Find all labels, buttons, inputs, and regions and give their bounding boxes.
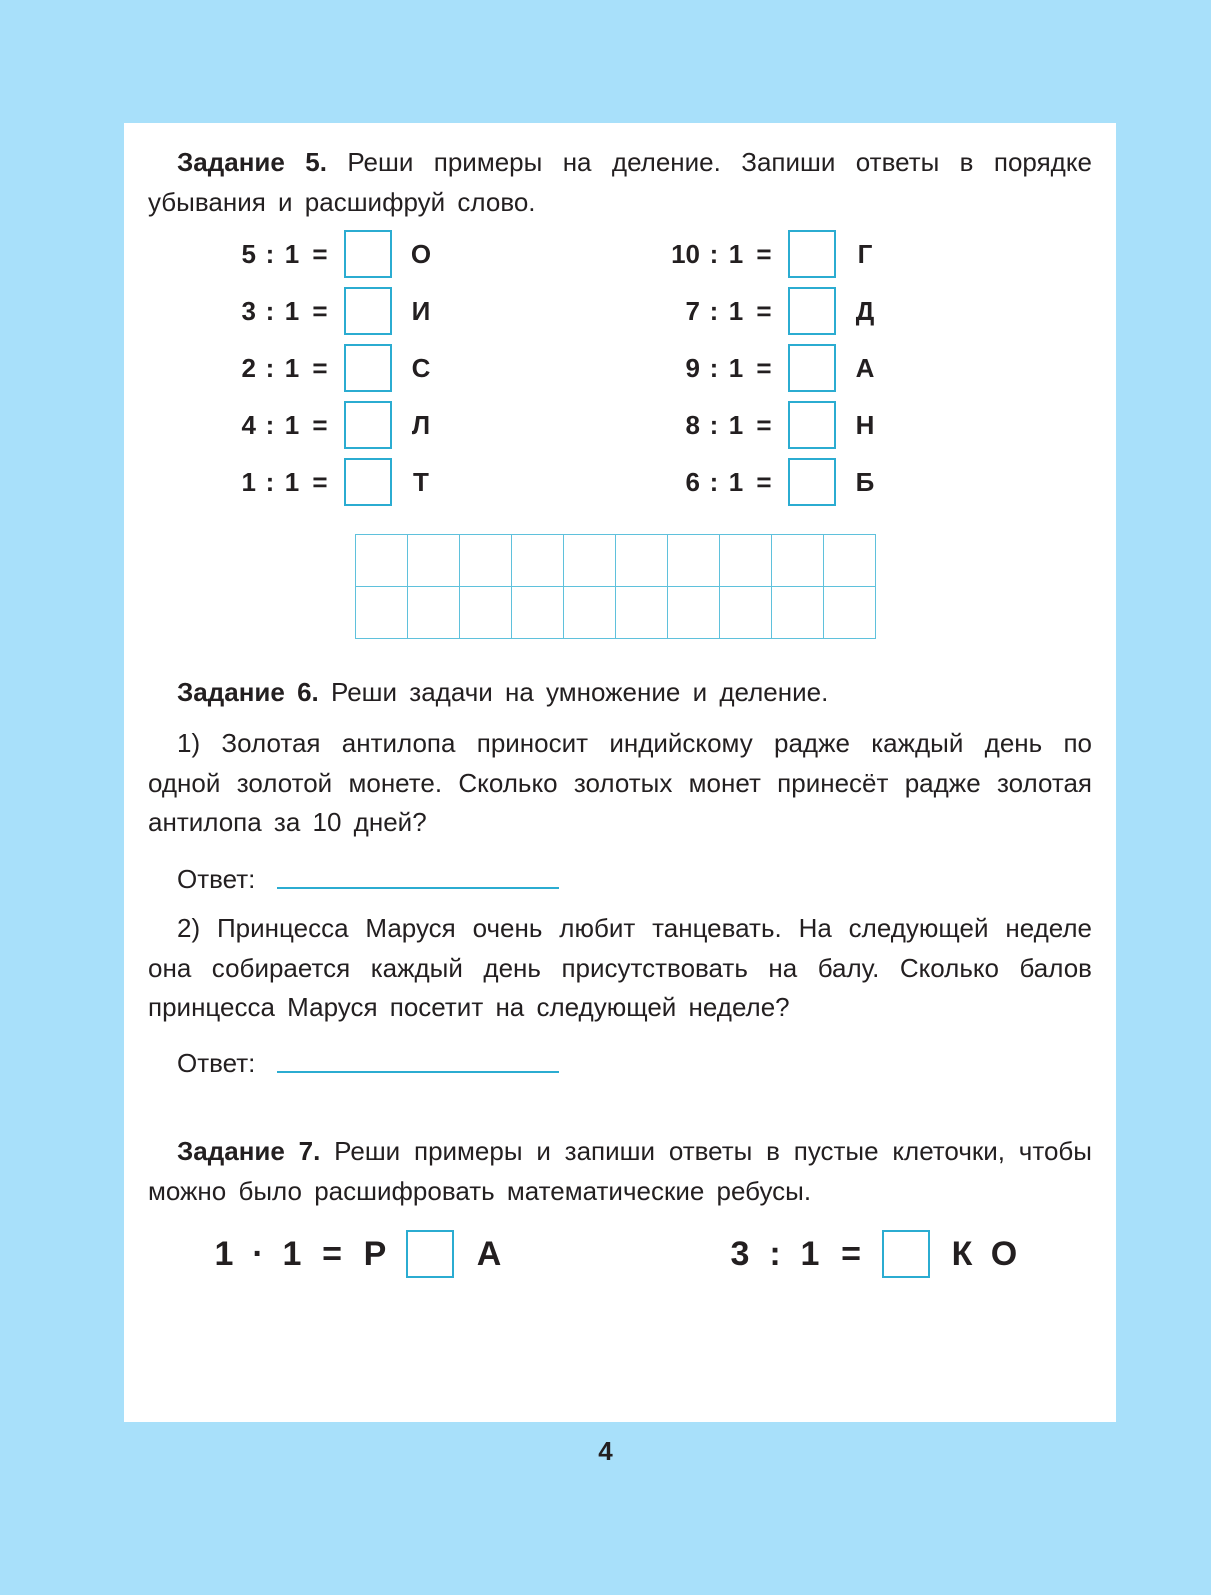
cipher-letter: С (411, 353, 431, 383)
equals-sign: = (312, 410, 328, 440)
task5-text: Задание 5. Реши примеры на деление. Запиши ответы в порядке убывания и расшифруй слово. (148, 147, 1092, 217)
cipher-letter: О (410, 239, 432, 269)
equals-sign: = (312, 296, 328, 326)
task5-answer-grid (355, 534, 876, 639)
equals-sign: = (312, 467, 328, 497)
cipher-letter: Н (855, 410, 875, 440)
grid-cell[interactable] (460, 587, 512, 639)
grid-cell[interactable] (512, 587, 564, 639)
rebus-1-b: 1 (282, 1235, 302, 1273)
dividend: 10 (671, 239, 700, 269)
cipher-letter: Б (855, 467, 875, 497)
answer-line-1[interactable] (277, 887, 559, 889)
dividend: 4 (241, 410, 256, 440)
divisor: 1 (728, 467, 744, 497)
answer-box[interactable] (344, 458, 392, 506)
grid-cell[interactable] (720, 587, 772, 639)
rebus-2-op: : (769, 1235, 781, 1273)
dividend: 7 (685, 296, 700, 326)
answer-box[interactable] (788, 230, 836, 278)
rebus-2-eq: = (841, 1235, 861, 1273)
cipher-letter: Т (413, 467, 429, 497)
rebus-1-answer-box[interactable] (406, 1230, 454, 1278)
grid-cell[interactable] (616, 535, 668, 587)
divisor: 1 (728, 353, 744, 383)
cipher-letter: Г (857, 239, 873, 269)
task6-label: Задание 6. (177, 677, 319, 707)
answer-label: Ответ: (177, 1048, 256, 1078)
answer-box[interactable] (344, 344, 392, 392)
operator: : (709, 239, 719, 269)
operator: : (709, 296, 719, 326)
dividend: 1 (241, 467, 256, 497)
grid-cell[interactable] (772, 587, 824, 639)
task6-text: Задание 6. Реши задачи на умножение и деление. (177, 677, 829, 707)
equals-sign: = (312, 239, 328, 269)
grid-cell[interactable] (668, 535, 720, 587)
rebus-1-a: 1 (214, 1235, 234, 1273)
grid-row (356, 587, 876, 639)
rebus-2-letter-2: О (990, 1235, 1018, 1273)
grid-cell[interactable] (460, 535, 512, 587)
equals-sign: = (756, 296, 772, 326)
answer-box[interactable] (344, 287, 392, 335)
equals-sign: = (756, 410, 772, 440)
divisor: 1 (284, 239, 300, 269)
rebus-1-op: · (252, 1235, 264, 1273)
operator: : (265, 239, 275, 269)
grid-cell[interactable] (408, 587, 460, 639)
task5-label: Задание 5. (177, 147, 327, 177)
operator: : (265, 410, 275, 440)
grid-row (356, 535, 876, 587)
answer-box[interactable] (788, 344, 836, 392)
rebus-2-letter-1: К (951, 1235, 973, 1273)
dividend: 9 (685, 353, 700, 383)
grid-cell[interactable] (356, 587, 408, 639)
grid-cell[interactable] (616, 587, 668, 639)
grid-cell[interactable] (720, 535, 772, 587)
grid-cell[interactable] (824, 535, 876, 587)
divisor: 1 (284, 410, 300, 440)
dividend: 2 (241, 353, 256, 383)
grid-cell[interactable] (408, 535, 460, 587)
task6-problem-2: 2) Принцесса Маруся очень любит танцевать. На следующей неделе она собирается каждый день присутствовать на балу. Сколько балов принцесса Маруся посетит на следующей неделе? (148, 913, 1092, 1022)
dividend: 3 (241, 296, 256, 326)
grid-cell[interactable] (356, 535, 408, 587)
operator: : (709, 353, 719, 383)
equals-sign: = (756, 353, 772, 383)
cipher-letter: А (855, 353, 875, 383)
answer-box[interactable] (344, 230, 392, 278)
answer-label: Ответ: (177, 864, 256, 894)
cipher-letter: Д (855, 296, 875, 326)
task6-problem-1: 1) Золотая антилопа приносит индийскому радже каждый день по одной золотой монете. Сколько золотых монет принесёт радже золотая антилопа за 10 дней? (148, 728, 1092, 837)
rebus-2-a: 3 (730, 1235, 750, 1273)
answer-line-2[interactable] (277, 1071, 559, 1073)
grid-cell[interactable] (564, 535, 616, 587)
answer-box[interactable] (344, 401, 392, 449)
equals-sign: = (312, 353, 328, 383)
equals-sign: = (756, 467, 772, 497)
workbook-page (124, 123, 1116, 1422)
operator: : (709, 410, 719, 440)
rebus-1-letter-before: Р (363, 1235, 387, 1273)
task7-label: Задание 7. (177, 1136, 321, 1166)
grid-cell[interactable] (512, 535, 564, 587)
rebus-1-eq: = (322, 1235, 342, 1273)
divisor: 1 (728, 296, 744, 326)
rebus-2-answer-box[interactable] (882, 1230, 930, 1278)
answer-box[interactable] (788, 458, 836, 506)
operator: : (265, 467, 275, 497)
page-number: 4 (598, 1436, 613, 1466)
dividend: 8 (685, 410, 700, 440)
cipher-letter: И (411, 296, 431, 326)
rebus-1-letter-after: А (476, 1235, 502, 1273)
divisor: 1 (284, 296, 300, 326)
answer-box[interactable] (788, 287, 836, 335)
grid-cell[interactable] (772, 535, 824, 587)
divisor: 1 (728, 239, 744, 269)
grid-cell[interactable] (668, 587, 720, 639)
answer-box[interactable] (788, 401, 836, 449)
operator: : (265, 353, 275, 383)
operator: : (709, 467, 719, 497)
divisor: 1 (728, 410, 744, 440)
dividend: 5 (241, 239, 256, 269)
dividend: 6 (685, 467, 700, 497)
task7-text: Задание 7. Реши примеры и запиши ответы в пустые клеточки, чтобы можно было расшифровать математические ребусы. (148, 1136, 1092, 1206)
divisor: 1 (284, 353, 300, 383)
divisor: 1 (284, 467, 300, 497)
rebus-2-b: 1 (800, 1235, 820, 1273)
grid-cell[interactable] (564, 587, 616, 639)
cipher-letter: Л (411, 410, 431, 440)
equals-sign: = (756, 239, 772, 269)
operator: : (265, 296, 275, 326)
grid-cell[interactable] (824, 587, 876, 639)
